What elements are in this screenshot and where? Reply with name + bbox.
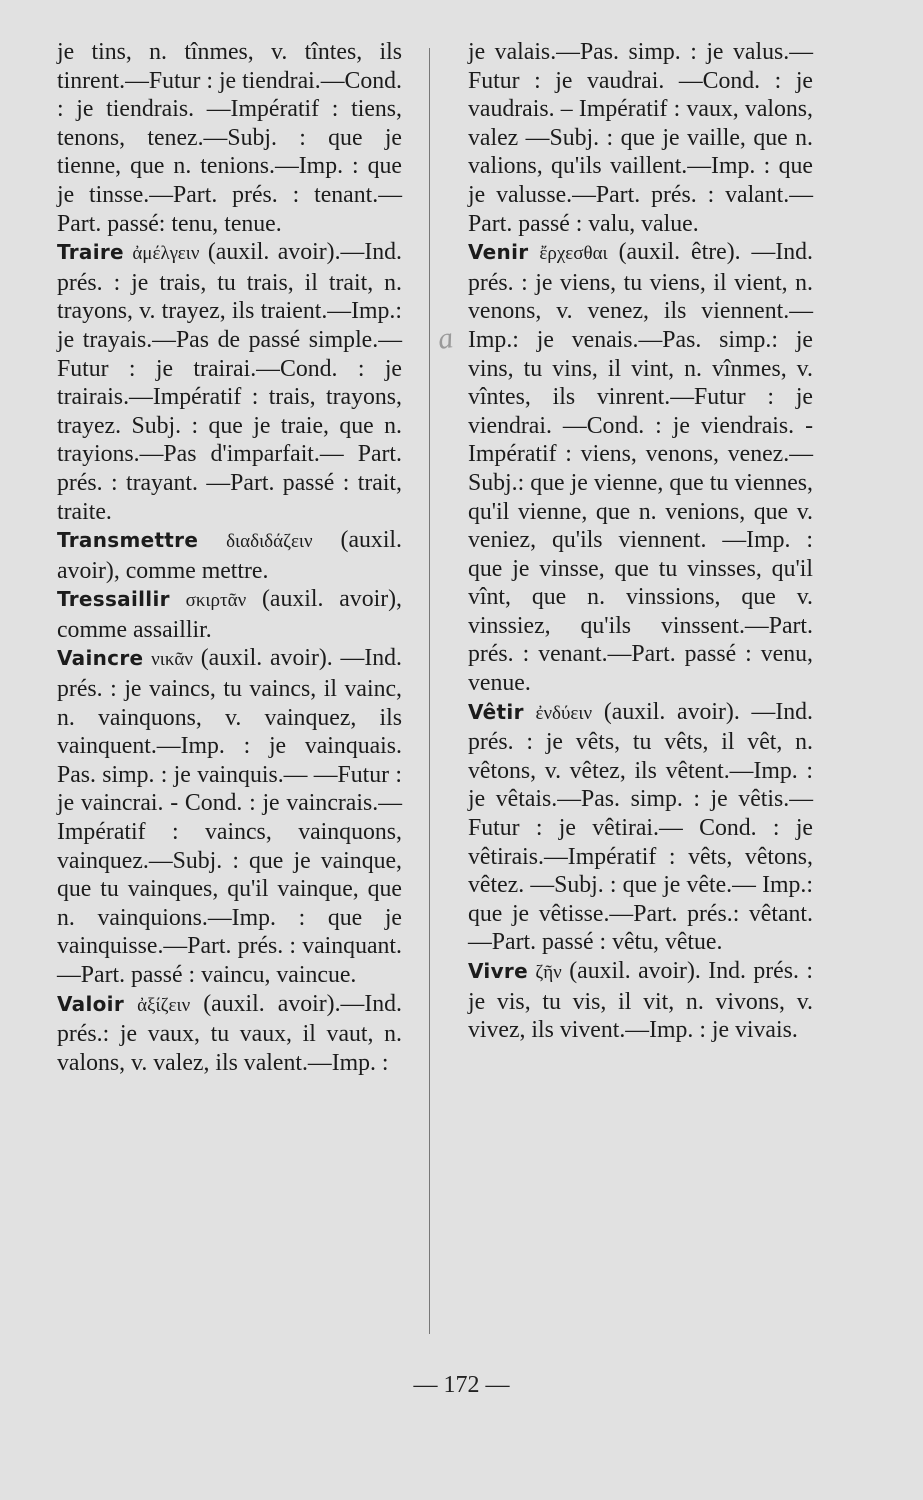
headword: Venir bbox=[468, 240, 529, 265]
headword: Traire bbox=[57, 240, 124, 265]
greek-gloss: ἔρχεσθαι bbox=[539, 243, 608, 265]
entry-text: (auxil. avoir).—Ind. prés. : je trais, tu trais, il trait, n. trayons, v. trayez, ils traient.—Imp.: je trayais.—Pas de passé simple.—Futur : je trairai.—Cond. : je trairais.—Impératif : trais, trayons, trayez. Subj. : que je traie, que n. trayions.—Pas d'imparfait.— Part. prés. : trayant. —Part. passé : trait, traite. bbox=[57, 239, 402, 525]
headword: Vêtir bbox=[468, 699, 524, 724]
entry-valoir-continued bbox=[468, 38, 813, 238]
headword: Vaincre bbox=[57, 646, 144, 671]
entry-traire bbox=[57, 238, 402, 526]
headword: Vivre bbox=[468, 959, 528, 983]
entry-text: je valais.—Pas. simp. : je valus.—Futur : je vaudrai. —Cond. : je vaudrais. – Impératif : vaux, valons, valez —Subj. : que je vaille, que n. valions, qu'ils vaillent.—Imp. : que je valusse.—Part. prés. : valant.— Part. passé : valu, value. bbox=[468, 39, 813, 237]
greek-gloss: διαδιδάζειν bbox=[226, 531, 313, 553]
entry-valoir bbox=[57, 990, 402, 1078]
entry-vivre bbox=[468, 957, 813, 1045]
greek-gloss: σκιρτᾶν bbox=[185, 590, 247, 612]
greek-gloss: νικᾶν bbox=[151, 649, 193, 671]
right-column bbox=[468, 38, 813, 1045]
entry-text: je tins, n. tînmes, v. tîntes, ils tinrent.—Futur : je tiendrai.—Cond. : je tiendrais. —Impératif : tiens, tenons, tenez.—Subj. : que je tienne, que n. tenions.—Imp. : que je tinsse.—Part. prés. : tenant.—Part. passé: tenu, tenue. bbox=[57, 39, 403, 237]
headword: Tressaillir bbox=[57, 587, 170, 612]
entry-vaincre bbox=[57, 644, 402, 989]
headword: Valoir bbox=[57, 991, 124, 1016]
column-divider bbox=[429, 48, 430, 1334]
left-column bbox=[57, 38, 402, 1077]
entry-vetir bbox=[468, 698, 813, 957]
entry-transmettre bbox=[57, 526, 402, 585]
entry-text: (auxil. avoir), comme assaillir. bbox=[57, 586, 403, 643]
entry-venir bbox=[468, 238, 813, 698]
greek-gloss: ἀμέλγειν bbox=[132, 243, 200, 265]
entry-text: (auxil. avoir). Ind. prés. : je vis, tu vis, il vit, n. vivons, v. vivez, ils vivent.—Imp. : je vivais. bbox=[468, 958, 813, 1044]
greek-gloss: ζῆν bbox=[535, 962, 562, 983]
greek-gloss: ἐνδύειν bbox=[535, 702, 593, 724]
entry-text: (auxil. avoir). —Ind. prés. : je vaincs, tu vaincs, il vainc, n. vainquons, v. vainquez, ils vainquent.—Imp. : je vainquais. Pas. simp. : je vainquis.— —Futur : je vaincrai. - Cond. : je vaincrais.—Impératif : vaincs, vainquons, vainquez.—Subj. : que je vainque, que tu vainques, qu'il vainque, que n. vainquions.—Imp. : que je vainquisse.—Part. prés. : vainquant.—Part. passé : vaincu, vaincue. bbox=[57, 645, 402, 988]
pencil-annotation: a bbox=[435, 321, 456, 356]
entry-text: (auxil. avoir), comme mettre. bbox=[57, 527, 402, 584]
greek-gloss: ἀξίζειν bbox=[137, 994, 191, 1016]
entry-text: (auxil. être). —Ind. prés. : je viens, tu viens, il vient, n. venons, v. venez, ils viennent.— Imp.: je venais.—Pas. simp.: je vins, tu vins, il vint, n. vînmes, v. vîntes, ils vinrent.—Futur : je viendrai. —Cond. : je viendrais. - Impératif : viens, venons, venez.—Subj.: que je vienne, que tu viennes, qu'il vienne, que n. venions, que v. veniez, qu'ils viennent. —Imp. : que je vinsse, que tu vinsses, qu'il vînt, que n. vinssions, que v. vinssiez, qu'ils vinssent.—Part. prés. : venant.—Part. passé : venu, venue. bbox=[468, 239, 814, 697]
page-number: — 172 — bbox=[413, 1372, 510, 1398]
entry-tressaillir bbox=[57, 585, 402, 644]
entry-text: (auxil. avoir).—Ind. prés.: je vaux, tu vaux, il vaut, n. valons, v. valez, ils valent.—Imp. : bbox=[57, 990, 403, 1076]
entry-text: (auxil. avoir). —Ind. prés. : je vêts, tu vêts, il vêt, n. vêtons, v. vêtez, ils vêtent.—Imp. : je vêtais.—Pas. simp. : je vêtis.—Futur : je vêtirai.— Cond. : je vêtirais.—Impératif : vêts, vêtons, vêtez. —Subj. : que je vête.— Imp.: que je vêtisse.—Part. prés.: vêtant.—Part. passé : vêtu, vêtue. bbox=[468, 698, 813, 956]
headword: Transmettre bbox=[57, 528, 199, 553]
entry-tenir-continued bbox=[57, 38, 402, 238]
